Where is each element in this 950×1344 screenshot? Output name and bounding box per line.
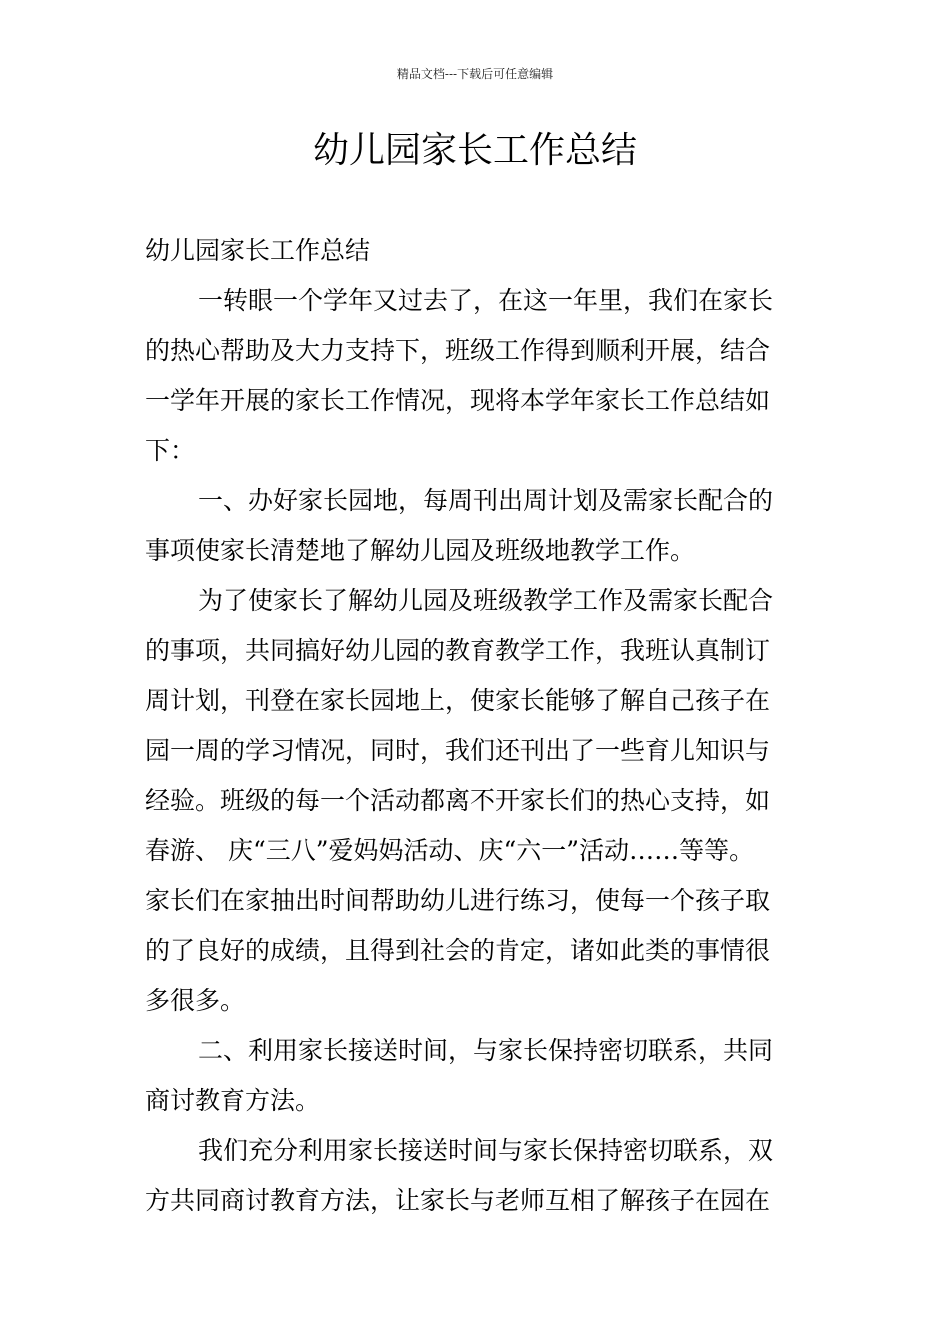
body-line: 幼儿园家长工作总结 (145, 236, 371, 265)
body-line: 商讨教育方法。 (145, 1086, 321, 1115)
body-line: 方共同商讨教育方法，让家长与老师互相了解孩子在园在 (145, 1186, 771, 1215)
body-line: 家长们在家抽出时间帮助幼儿进行练习，使每一个孩子取 (145, 886, 771, 915)
body-line: 的了良好的成绩，且得到社会的肯定，诸如此类的事情很 (145, 936, 771, 965)
body-line: 周计划，刊登在家长园地上，使家长能够了解自己孩子在 (145, 686, 771, 715)
body-line: 下： (145, 436, 196, 465)
body-line: 春游、 庆“三八”爱妈妈活动、庆“六一”活动……等等。 (145, 836, 755, 865)
document-body (145, 226, 813, 1226)
body-line: 为了使家长了解幼儿园及班级教学工作及需家长配合 (198, 586, 774, 615)
body-line: 多很多。 (145, 986, 246, 1015)
body-line: 经验。班级的每一个活动都离不开家长们的热心支持，如 (145, 786, 771, 815)
body-line: 我们充分利用家长接送时间与家长保持密切联系，双 (198, 1136, 774, 1165)
body-line: 一转眼一个学年又过去了，在这一年里，我们在家长 (198, 286, 774, 315)
body-line: 的事项，共同搞好幼儿园的教育教学工作，我班认真制订 (145, 636, 771, 665)
body-line: 一、办好家长园地，每周刊出周计划及需家长配合的 (198, 486, 774, 515)
body-line: 二、利用家长接送时间，与家长保持密切联系，共同 (198, 1036, 774, 1065)
body-line: 园一周的学习情况，同时，我们还刊出了一些育儿知识与 (145, 736, 771, 765)
document-title: 幼儿园家长工作总结 (312, 130, 637, 171)
body-line: 一学年开展的家长工作情况，现将本学年家长工作总结如 (145, 386, 771, 415)
body-line: 事项使家长清楚地了解幼儿园及班级地教学工作。 (145, 536, 696, 565)
body-line: 的热心帮助及大力支持下，班级工作得到顺利开展，结合 (145, 336, 771, 365)
header-note: 精品文档---下载后可任意编辑 (396, 67, 554, 81)
